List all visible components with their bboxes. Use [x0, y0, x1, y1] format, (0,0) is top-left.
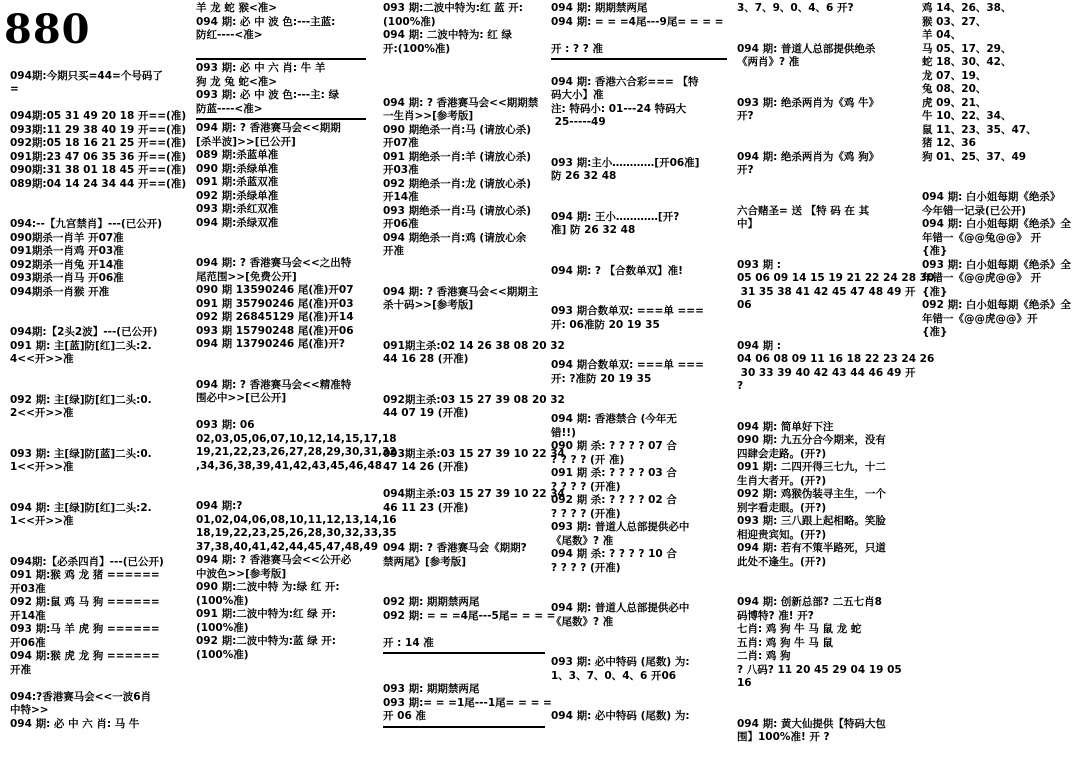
text-line — [737, 583, 909, 597]
text-line: 25-----49 — [551, 116, 606, 128]
text-line — [551, 197, 727, 211]
text-line: 开 : ? ? 准 — [551, 42, 604, 55]
text-line: 091 期 杀: ? ? ? ? 03 合 — [551, 467, 677, 479]
text-line: 090 期:杀绿单准 — [196, 162, 279, 175]
text-line: 094 期: 白小姐每期《绝杀》 — [922, 191, 1061, 203]
text-line: 开? — [737, 110, 754, 122]
text-line: 094 期: ? 香港赛马会<<之出特 — [196, 257, 352, 269]
text-line — [10, 475, 188, 489]
text-line: 093 期: 普道人总部提供必中 — [551, 521, 690, 533]
text-line: 092 期:杀绿单准 — [196, 189, 279, 202]
text-line: 094 期: 期期禁两尾 — [551, 2, 648, 14]
text-line: 094期:05 31 49 20 18 开==(准) — [10, 110, 187, 122]
text-line — [551, 683, 727, 697]
text-line: 094 期: 王小…………[开? — [551, 210, 680, 223]
text-line — [737, 191, 909, 205]
text-line: 093 期 15790248 尾(准)开06 — [196, 324, 354, 337]
text-line: 094 期: 简单好下注 — [737, 420, 834, 433]
text-line: 16 — [737, 677, 752, 689]
text-line: 094 期: 必 中 六 肖: 马 牛 — [10, 717, 140, 730]
text-line: 错!!) — [551, 426, 576, 439]
text-line: 093 期:杀红双准 — [196, 203, 279, 215]
text-line — [383, 583, 545, 597]
text-line — [196, 230, 366, 244]
text-line: 开03准 — [10, 582, 46, 595]
text-line: 46 11 23 (开准) — [383, 501, 469, 514]
text-line — [551, 292, 727, 306]
text-line: ,34,36,38,39,41,42,43,45,46,48 — [196, 459, 383, 472]
text-line: 094 期: 二波中特为: 红 绿 — [383, 29, 512, 41]
text-line: 开06准 — [10, 636, 46, 649]
text-line: 093 期:= = =1尾---1尾= = = = — [383, 696, 552, 709]
text-line: 05 06 09 14 15 19 21 22 24 28 30 — [737, 272, 935, 284]
text-line: 准] 防 26 32 48 — [551, 224, 636, 236]
text-line: 开03准 — [383, 164, 419, 176]
text-line: 码大小】准 — [551, 89, 604, 101]
text-line: 092期:05 18 16 21 25 开==(准) — [10, 137, 187, 149]
text-line: 090期:31 38 01 18 45 开==(准) — [10, 164, 187, 176]
text-line — [737, 29, 909, 43]
text-line: 094 期: ? 香港赛马会<<期期禁 — [383, 96, 539, 109]
text-line — [383, 83, 545, 97]
text-line: 3、7、9、0、4、6 开? — [737, 2, 854, 14]
text-line: 089 期:杀蓝单准 — [196, 149, 279, 161]
text-line: = — [10, 83, 19, 95]
text-line — [383, 623, 545, 637]
text-line — [10, 434, 188, 448]
text-line — [196, 365, 366, 379]
text-line: 37,38,40,41,42,44,45,47,48,49 — [196, 540, 379, 553]
text-line: 094 期 : — [737, 339, 781, 352]
text-line: 094 期:杀绿双准 — [196, 216, 279, 229]
text-line: 092期杀一肖兔 开14准 — [10, 258, 124, 271]
text-line — [383, 421, 545, 435]
text-line — [196, 473, 366, 487]
text-line: 中】 — [737, 218, 758, 230]
text-line — [551, 346, 727, 360]
text-line: 中波色>>[参考版] — [196, 567, 287, 580]
text-line: 094 期: 若有不策半路死，只道 — [737, 542, 886, 554]
divider — [383, 652, 545, 654]
text-line: 092 期 杀: ? ? ? ? 02 合 — [551, 494, 677, 506]
text-line: 06 — [737, 299, 752, 311]
text-line: 094 期: 普道人总部提供绝杀 — [737, 42, 876, 55]
text-line — [737, 394, 909, 408]
text-line — [383, 56, 545, 70]
text-line — [383, 70, 545, 84]
text-line — [383, 656, 545, 670]
text-line: 1<<开>>准 — [10, 461, 74, 473]
text-line: 091 期:猴 鸡 龙 猪 ====== — [10, 569, 160, 581]
text-line: 羊 龙 蛇 猴<准> — [196, 2, 278, 14]
text-line — [737, 326, 909, 340]
text-line: 094期杀一肖猴 开准 — [10, 285, 110, 298]
text-line — [383, 434, 545, 448]
text-line: 相迎贵宾知。(开?) — [737, 528, 827, 541]
text-line: 094期:【必杀四肖】---(已公开) — [10, 555, 164, 568]
text-line: 091 期 35790246 尾(准)开03 — [196, 297, 354, 310]
text-line: {准} — [922, 285, 948, 298]
text-line: (100%准) — [196, 648, 249, 661]
text-line: 围】100%准! 开 ? — [737, 731, 830, 743]
text-line — [551, 62, 727, 76]
text-line — [383, 475, 545, 489]
text-line: 狗 01、25、37、49 — [922, 150, 1027, 163]
text-line: 19,21,22,23,26,27,28,29,30,31,32 — [196, 446, 397, 458]
text-line: 094:?香港赛马会<<一波6肖 — [10, 690, 152, 703]
text-line: 094 期: 黄大仙提供【特码大包 — [737, 717, 886, 730]
text-line: 093 期:二波中特为:红 蓝 开: — [383, 2, 523, 14]
text-line — [10, 56, 188, 70]
text-line: 094 期 杀: ? ? ? ? 10 合 — [551, 548, 677, 560]
text-line: 094 期: ? 香港赛马会<<精准特 — [196, 378, 352, 391]
text-line: 防蓝----<准> — [196, 102, 263, 115]
text-line — [196, 487, 366, 501]
text-line: 090期杀一肖羊 开07准 — [10, 231, 124, 244]
text-line — [551, 184, 727, 198]
text-line: 094 期: ? 【合数单双】准! — [551, 264, 683, 277]
text-line: 094期主杀:03 15 27 39 10 22 34 — [383, 488, 565, 500]
text-line — [10, 299, 188, 313]
text-line: [杀半波]>>[已公开] — [196, 135, 296, 148]
text-line: 开准 — [383, 245, 404, 257]
text-line: 093 期: 白小姐每期《绝杀》全 — [922, 258, 1071, 271]
text-line — [383, 272, 545, 286]
text-line — [737, 232, 909, 246]
text-line: 091 期绝杀一肖:羊 (请放心杀) — [383, 150, 532, 163]
text-line: 31 35 38 41 42 45 47 48 49 开 — [737, 285, 916, 298]
text-line: 《两肖》? 准 — [737, 56, 800, 68]
text-line: 此处不逢生。(开?) — [737, 555, 827, 568]
text-line: 093 期: 三八跟上起相略。笑脸 — [737, 515, 886, 527]
text-line: 094 期: ? 香港赛马会《期期? — [383, 542, 527, 554]
text-line — [737, 407, 909, 421]
text-line: 092 期绝杀一肖:龙 (请放心杀) — [383, 177, 532, 190]
text-line: 猪 12、36 — [922, 137, 976, 149]
text-line: (100%准) — [196, 594, 249, 607]
text-line: 30 33 39 40 42 43 44 46 49 开 — [737, 366, 916, 379]
text-line: 龙 07、19、 — [922, 69, 987, 82]
text-line: 094 期: ? 香港赛马会<<公开必 — [196, 554, 352, 566]
text-line — [10, 313, 188, 327]
text-line — [737, 70, 909, 84]
text-line — [551, 386, 727, 400]
text-line: 092 期: 白小姐每期《绝杀》全 — [922, 299, 1071, 311]
text-line — [383, 259, 545, 273]
text-line: 防 26 32 48 — [551, 170, 617, 182]
text-line: 094 期: 必 中 波 色:---主蓝: — [196, 15, 336, 28]
text-line: 094 期: 必中特码 (尾数) 为: — [551, 710, 690, 722]
text-line: 094 期:? — [196, 500, 243, 512]
text-line — [551, 130, 727, 144]
text-line: 虎 09、21、 — [922, 96, 987, 109]
text-line: 093 期: 06 — [196, 419, 255, 431]
text-line: 开 : 14 准 — [383, 636, 434, 649]
text-line: 围必中>>[已公开] — [196, 392, 287, 404]
text-line: 开: 06准防 20 19 35 — [551, 318, 660, 331]
column-4 — [551, 2, 727, 720]
text-line — [10, 421, 188, 435]
text-line: 093 期:马 羊 虎 狗 ====== — [10, 623, 160, 635]
text-line: 六合赌圣= 送 【特 码 在 其 — [737, 204, 870, 217]
text-line: 094 期: ? 香港赛马会<<期期主 — [383, 285, 539, 298]
text-line: ? ? ? ? (开 准) — [551, 453, 625, 466]
text-line: 羊 04、 — [922, 29, 962, 41]
text-line: 开? — [737, 164, 754, 176]
text-line — [737, 569, 909, 583]
text-line: (100%准) — [383, 15, 436, 28]
text-line: 中特>> — [10, 704, 49, 716]
text-line — [737, 313, 909, 327]
text-line — [551, 143, 727, 157]
divider — [196, 118, 366, 120]
text-line — [196, 352, 366, 366]
text-line: 1<<开>>准 — [10, 515, 74, 527]
text-line — [196, 406, 366, 420]
text-line: 091期:23 47 06 35 36 开==(准) — [10, 150, 187, 163]
text-line: 092 期:鼠 鸡 马 狗 ====== — [10, 596, 160, 608]
text-line: 093期杀一肖马 开06准 — [10, 272, 124, 284]
text-line: 尾范围>>[免费公开] — [196, 270, 297, 283]
text-line: 093期:11 29 38 40 19 开==(准) — [10, 123, 187, 136]
text-line: 一生肖>>[参考版] — [383, 110, 474, 122]
text-line: 开: ?准防 20 19 35 — [551, 372, 652, 385]
text-line — [737, 245, 909, 259]
text-line: 091 期:杀蓝双准 — [196, 176, 279, 188]
text-line: 44 07 19 (开准) — [383, 407, 469, 419]
text-line: 鼠 11、23、35、47、 — [922, 123, 1037, 136]
text-line: 091 期: 主[蓝]防[红]二头:2. — [10, 339, 152, 352]
text-line: 092 期: = = =4尾---5尾= = = = — [383, 609, 556, 622]
page-title: 880 — [4, 6, 91, 53]
text-line: ? — [737, 380, 744, 392]
text-line: 2<<开>>准 — [10, 407, 74, 419]
text-line: 094 期 13790246 尾(准)开? — [196, 338, 346, 350]
divider — [196, 58, 366, 60]
text-line — [551, 629, 727, 643]
column-5 — [737, 2, 935, 743]
text-line: 生肖大者开。(开?) — [737, 474, 827, 487]
text-line: 093 期绝杀一肖:马 (请放心杀) — [383, 204, 532, 217]
text-line: 别字看走眼。(开?) — [737, 501, 827, 514]
text-line — [10, 529, 188, 543]
text-line: 094 期: 香港禁合 (今年无 — [551, 413, 677, 425]
text-line: 牛 10、22、34、 — [922, 110, 1012, 122]
text-line — [737, 124, 909, 138]
text-line — [10, 367, 188, 381]
text-line: 093 期合数单双: ===单 === — [551, 305, 704, 317]
text-line — [383, 326, 545, 340]
text-line: 093 期: 绝杀两肖为《鸡 牛》 — [737, 96, 880, 109]
text-line: 注: 特码小: 01---24 特码大 — [551, 102, 687, 115]
text-line — [737, 178, 909, 192]
text-line: 094 期: 白小姐每期《绝杀》全 — [922, 218, 1071, 230]
text-line: 开06准 — [383, 218, 419, 230]
text-line: 杀十码>>[参考版] — [383, 299, 474, 311]
text-line — [10, 205, 188, 219]
text-line: 090 期 13590246 尾(准)开07 — [196, 284, 354, 296]
text-line — [922, 178, 1080, 192]
text-line: 01,02,04,06,08,10,11,12,13,14,16 — [196, 513, 397, 526]
text-line: 1、3、7、0、4、6 开06 — [551, 669, 677, 682]
text-line: 44 16 28 (开准) — [383, 353, 469, 365]
text-line — [551, 575, 727, 589]
text-line: 089期:04 14 24 34 44 开==(准) — [10, 177, 187, 190]
text-line: 马 05、17、29、 — [922, 42, 1012, 55]
divider — [383, 726, 545, 728]
text-line — [551, 251, 727, 265]
text-line: 094 期: ? 香港赛马会<<期期 — [196, 122, 341, 134]
text-line: 七肖: 鸡 狗 牛 马 鼠 龙 蛇 — [737, 623, 862, 635]
text-line — [383, 670, 545, 684]
text-line: 094期:今期只买=44=个号码了 — [10, 69, 163, 82]
text-line: 094 期: 普道人总部提供必中 — [551, 602, 690, 614]
divider — [551, 58, 727, 60]
text-line — [551, 29, 727, 43]
text-line — [737, 16, 909, 30]
text-line: 开14准 — [10, 609, 46, 622]
text-line: 094 期: = = =4尾---9尾= = = = — [551, 15, 724, 28]
text-line: 猴 03、27、 — [922, 15, 987, 28]
text-line — [10, 488, 188, 502]
text-line: 04 06 08 09 11 16 18 22 23 24 26 — [737, 353, 935, 365]
text-line — [383, 313, 545, 327]
text-line: {准} — [922, 245, 948, 257]
text-line: 093 期: 必中特码 (尾数) 为: — [551, 656, 690, 668]
text-line — [196, 43, 366, 57]
text-line: ? ? ? ? (开准) — [551, 561, 621, 574]
text-line: 开14准 — [383, 191, 419, 203]
text-line: 02,03,05,06,07,10,12,14,15,17,18 — [196, 432, 397, 445]
text-line: 093 期: 必 中 波 色:---主: 绿 — [196, 89, 340, 101]
text-line — [10, 97, 188, 111]
text-line — [10, 380, 188, 394]
text-line: 094 期合数单双: ===单 === — [551, 359, 704, 371]
text-line — [737, 137, 909, 151]
text-line: 092期主杀:03 15 27 39 08 20 32 — [383, 393, 565, 406]
text-line — [383, 529, 545, 543]
text-line: 094:--【九宫禁肖】---(已公开) — [10, 218, 163, 230]
text-line: 092 期: 主[绿]防[红]二头:0. — [10, 393, 152, 406]
text-line: 开07准 — [383, 137, 419, 149]
text-line: 093 期: 必 中 六 肖: 牛 羊 — [196, 62, 326, 74]
text-line — [922, 164, 1080, 178]
text-line: 年错一《@@虎@@》 开 — [922, 272, 1042, 284]
text-line — [383, 367, 545, 381]
text-line — [196, 244, 366, 258]
text-line: 狗 龙 兔 蛇<准> — [196, 75, 278, 88]
text-line: 091 期: 二四开得三七九，十二 — [737, 461, 886, 473]
text-line: 蛇 18、30、42、 — [922, 56, 1012, 68]
text-line: 《尾数》? 准 — [551, 534, 614, 547]
text-line: 093 期: 期期禁两尾 — [383, 683, 480, 695]
text-line: 092 期:二波中特为:蓝 绿 开: — [196, 635, 336, 647]
text-line: 094期:【2头2波】---(已公开) — [10, 326, 158, 338]
text-line: 094 期绝杀一肖:鸡 (请放心余 — [383, 231, 527, 244]
text-line: 四肆会走路。(开?) — [737, 447, 827, 460]
text-line: 鸡 14、26、38、 — [922, 2, 1012, 14]
text-line: 093 期 : — [737, 258, 781, 271]
text-line: 18,19,22,23,25,26,28,30,32,33,35 — [196, 527, 397, 539]
text-line: 093 期: 主[绿]防[蓝]二头:0. — [10, 447, 152, 460]
text-line — [10, 677, 188, 691]
text-line — [551, 332, 727, 346]
text-line: 092 期 26845129 尾(准)开14 — [196, 311, 354, 323]
text-line — [737, 704, 909, 718]
text-line — [10, 542, 188, 556]
text-line: 年错一《@@兔@@》 开 — [922, 231, 1042, 244]
text-line: 093期主杀:03 15 27 39 10 22 34 — [383, 447, 565, 460]
text-line: 47 14 26 (开准) — [383, 461, 469, 473]
text-line — [383, 380, 545, 394]
text-line: 091期主杀:02 14 26 38 08 20 32 — [383, 339, 565, 352]
text-line: 年错一《@@虎@@》开 — [922, 312, 1038, 325]
text-line — [551, 278, 727, 292]
text-line — [737, 83, 909, 97]
text-line: 091期杀一肖鸡 开03准 — [10, 245, 124, 257]
text-line: 五肖: 鸡 狗 牛 马 鼠 — [737, 636, 833, 649]
text-line: ? 八码? 11 20 45 29 04 19 05 — [737, 663, 902, 676]
text-line: 091 期:二波中特为:红 绿 开: — [196, 608, 336, 620]
text-line: 二肖: 鸡 狗 — [737, 650, 791, 662]
text-line: 兔 08、20、 — [922, 83, 987, 95]
text-line: 《尾数》? 准 — [551, 615, 614, 628]
text-line: 094 期: 香港六合彩=== 【特 — [551, 75, 699, 88]
text-line: 禁两尾》[参考版] — [383, 555, 467, 568]
text-line — [383, 569, 545, 583]
text-line: 码博特? 准! 开? — [737, 609, 814, 622]
text-line — [551, 400, 727, 414]
text-line: 094 期: 创新总部? 二五七肖8 — [737, 596, 882, 608]
text-line: 094 期: 主[绿]防[红]二头:2. — [10, 501, 152, 514]
text-line: 开:(100%准) — [383, 42, 451, 55]
text-line: 094 期: 绝杀两肖为《鸡 狗》 — [737, 150, 880, 163]
text-line: 090 期 杀: ? ? ? ? 07 合 — [551, 440, 677, 452]
text-line: 开准 — [10, 663, 31, 676]
text-line: ? ? ? ? (开准) — [551, 507, 621, 520]
text-line: 090 期: 九五分合今期来，没有 — [737, 434, 886, 446]
text-line: 093 期:主小…………[开06准] — [551, 156, 700, 169]
text-line — [383, 515, 545, 529]
text-line: (100%准) — [196, 621, 249, 634]
text-line — [551, 697, 727, 711]
text-line: 开 06 准 — [383, 710, 426, 722]
text-line — [737, 691, 909, 705]
column-6 — [922, 2, 1080, 720]
text-line: 今年错一记录(已公开) — [922, 204, 1027, 217]
text-line: ? ? ? ? (开准) — [551, 480, 621, 493]
text-line: 090 期绝杀一肖:马 (请放心杀) — [383, 123, 532, 136]
text-line — [551, 238, 727, 252]
text-line: 092 期: 鸡猴伪装寻主生，一个 — [737, 488, 886, 500]
column-1 — [10, 56, 188, 774]
text-line: 090 期:二波中特 为:绿 红 开: — [196, 581, 340, 593]
text-line — [551, 589, 727, 603]
text-line: 防红----<准> — [196, 29, 263, 41]
column-3 — [383, 2, 565, 722]
text-line: {准} — [922, 326, 948, 338]
text-line — [551, 643, 727, 657]
text-line: 092 期: 期期禁两尾 — [383, 596, 480, 608]
text-line — [10, 191, 188, 205]
text-line: 094 期:猴 虎 龙 狗 ====== — [10, 650, 160, 662]
text-line: 4<<开>>准 — [10, 353, 74, 365]
